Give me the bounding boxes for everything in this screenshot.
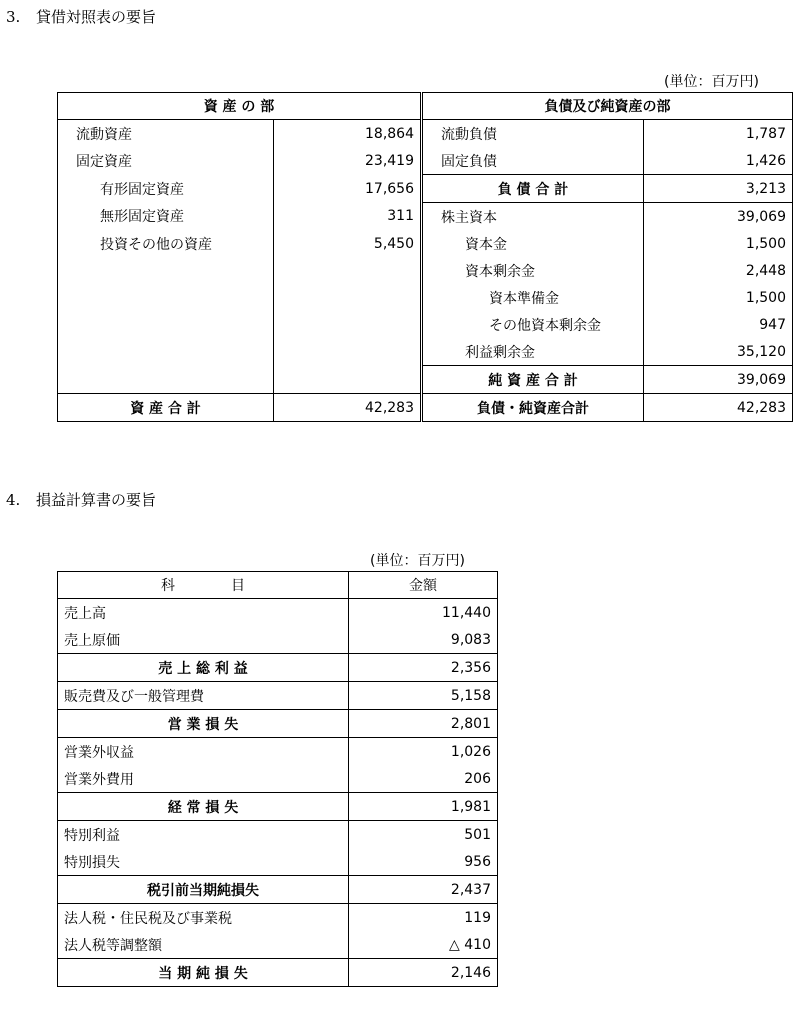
item-label: 経 常 損 失 [58,793,349,821]
asset-label: 投資その他の資産 [100,236,212,253]
table-row [58,793,498,821]
table-row [58,931,498,959]
asset-label: 無形固定資産 [100,209,184,226]
liabilities-header: 負債及び純資産の部 [422,93,793,120]
section-title: 損益計算書の要旨 [36,491,157,509]
item-value: 1,981 [349,793,498,821]
liability-value: 947 [644,311,793,338]
table-row [58,821,498,849]
assets-total-value: 42,283 [274,394,422,422]
liability-value: 3,213 [644,175,793,203]
item-value: △ 410 [349,931,498,959]
table-row [58,626,498,654]
item-label: 営 業 損 失 [58,710,349,738]
total-row [58,394,793,422]
liability-label: その他資本剰余金 [422,311,644,338]
section-title: 貸借対照表の要旨 [36,8,157,26]
balance-sheet-table [57,92,793,422]
table-row [58,230,793,257]
table-row [58,311,793,338]
table-row [58,203,793,231]
table-row [58,338,793,366]
liability-value: 1,500 [644,284,793,311]
item-label: 売上原価 [64,632,120,649]
table-row [58,599,498,627]
item-label: 販売費及び一般管理費 [64,688,204,705]
unit-label: (単位：百万円) [370,553,465,569]
liability-label: 資本剰余金 [422,257,644,284]
table-row [58,284,793,311]
item-label: 売 上 総 利 益 [58,654,349,682]
section-number: 3. [6,8,21,26]
item-label: 売上高 [64,605,106,622]
liabilities-total-value: 42,283 [644,394,793,422]
table-row [58,120,793,148]
liability-label: 利益剰余金 [422,338,644,366]
item-value: 206 [349,765,498,793]
table-row [58,257,793,284]
item-value: 501 [349,821,498,849]
table-row [58,959,498,987]
table-row [58,876,498,904]
liability-value: 35,120 [644,338,793,366]
asset-value: 5,450 [274,230,422,257]
liability-label: 負 債 合 計 [422,175,644,203]
table-row [58,710,498,738]
item-value: 2,146 [349,959,498,987]
asset-value: 23,419 [274,147,422,175]
asset-label: 有形固定資産 [100,181,184,198]
assets-header: 資 産 の 部 [58,93,422,120]
asset-value: 311 [274,203,422,231]
item-value: 11,440 [349,599,498,627]
item-label: 営業外費用 [64,771,134,788]
assets-total-label: 資 産 合 計 [58,394,274,422]
item-value: 119 [349,904,498,932]
table-row [58,904,498,932]
liability-value: 1,426 [644,147,793,175]
item-label: 特別利益 [64,827,120,844]
item-value: 2,356 [349,654,498,682]
unit-label: (単位：百万円) [664,74,759,90]
item-label: 当 期 純 損 失 [58,959,349,987]
item-label: 特別損失 [64,854,120,871]
liability-value: 2,448 [644,257,793,284]
table-row [58,366,793,394]
asset-value: 17,656 [274,175,422,203]
liability-label: 株主資本 [422,203,644,231]
item-label: 法人税等調整額 [64,937,162,954]
liability-label: 流動負債 [422,120,644,148]
liability-value: 1,787 [644,120,793,148]
liabilities-total-label: 負債・純資産合計 [422,394,644,422]
item-value: 5,158 [349,682,498,710]
table-row [58,147,793,175]
liability-value: 39,069 [644,203,793,231]
liability-value: 39,069 [644,366,793,394]
section-number: 4. [6,491,21,509]
balance-sheet-heading [6,6,156,27]
table-row [58,175,793,203]
liability-label: 純 資 産 合 計 [422,366,644,394]
item-value: 9,083 [349,626,498,654]
income-statement-table [57,571,498,987]
item-label: 営業外収益 [64,744,134,761]
item-value: 956 [349,848,498,876]
table-row [58,738,498,766]
asset-label: 固定資産 [76,153,132,170]
liability-label: 資本金 [422,230,644,257]
item-label: 法人税・住民税及び事業税 [64,910,232,927]
liability-label: 資本準備金 [422,284,644,311]
table-row [58,654,498,682]
item-label: 税引前当期純損失 [58,876,349,904]
item-header: 科 目 [58,572,349,599]
asset-label: 流動資産 [76,126,132,143]
asset-value: 18,864 [274,120,422,148]
liability-label: 固定負債 [422,147,644,175]
table-row [58,682,498,710]
table-row [58,848,498,876]
amount-header: 金額 [349,572,498,599]
income-statement-heading [6,489,156,510]
liability-value: 1,500 [644,230,793,257]
item-value: 2,801 [349,710,498,738]
item-value: 2,437 [349,876,498,904]
item-value: 1,026 [349,738,498,766]
table-row [58,765,498,793]
